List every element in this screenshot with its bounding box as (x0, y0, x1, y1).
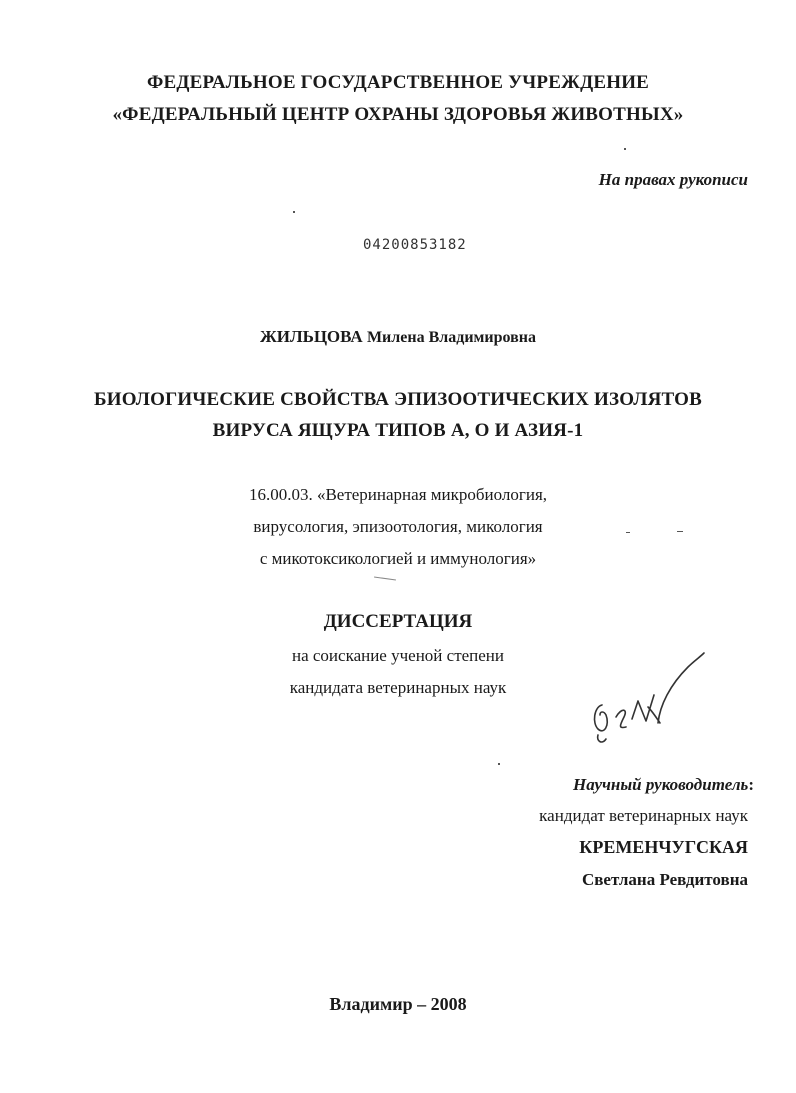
dissertation-line-2: кандидата ветеринарных наук (289, 678, 507, 697)
supervisor-label-suffix: : (748, 775, 754, 794)
org-line-2: «ФЕДЕРАЛЬНЫЙ ЦЕНТР ОХРАНЫ ЗДОРОВЬЯ ЖИВОТНЫХ» (112, 104, 684, 125)
supervisor-label (573, 775, 754, 795)
supervisor-degree: кандидат ветеринарных наук (539, 806, 748, 825)
specialty-line-3: с микотоксикологией и иммунология» (259, 549, 537, 568)
manuscript-note: На правах рукописи (598, 170, 748, 189)
scan-speck (626, 532, 630, 533)
dissertation-heading: ДИССЕРТАЦИЯ (323, 611, 473, 632)
author-name (0, 327, 796, 347)
org-line-1: ФЕДЕРАЛЬНОЕ ГОСУДАРСТВЕННОЕ УЧРЕЖДЕНИЕ (146, 72, 650, 93)
catalog-number: 04200853182 (363, 237, 467, 253)
dissertation-line-1: на соискание ученой степени (291, 646, 505, 665)
scan-speck (293, 211, 295, 213)
scan-speck (677, 531, 683, 532)
scan-speck (374, 576, 396, 580)
author-surname: ЖИЛЬЦОВА (259, 327, 363, 346)
scan-speck (498, 763, 500, 765)
signature (588, 645, 718, 750)
author-given-names: Милена Владимировна (366, 329, 537, 346)
scan-speck (624, 148, 626, 150)
specialty-line-1: 16.00.03. «Ветеринарная микробиология, (248, 485, 548, 504)
supervisor-label-text: Научный руководитель (572, 775, 749, 794)
title-line-1: БИОЛОГИЧЕСКИЕ СВОЙСТВА ЭПИЗООТИЧЕСКИХ ИЗОЛЯТОВ (93, 389, 703, 410)
specialty-line-2: вирусология, эпизоотология, микология (253, 517, 543, 536)
place-year: Владимир – 2008 (329, 994, 467, 1014)
supervisor-given-names: Светлана Ревдитовна (581, 870, 748, 889)
title-line-2: ВИРУСА ЯЩУРА ТИПОВ А, О И АЗИЯ-1 (212, 420, 584, 441)
supervisor-surname: КРЕМЕНЧУГСКАЯ (579, 837, 748, 857)
